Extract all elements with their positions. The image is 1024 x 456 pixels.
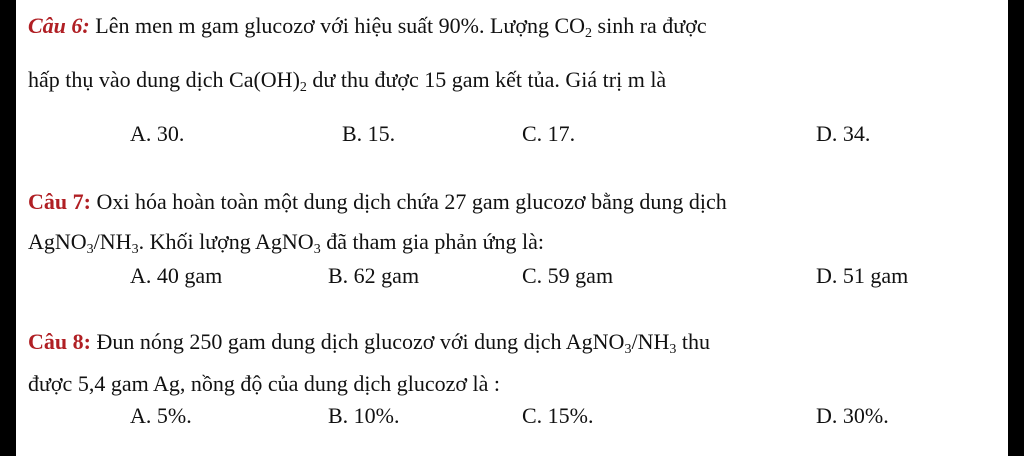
question-8-label: Câu 8: [28,329,91,354]
formula-agno3-nh3: $AgNO_3/NH_3$ [28,229,139,257]
question-6-option-c[interactable]: C. 17. [522,121,576,146]
formula-agno3-nh3: $AgNO_3/NH_3$ [565,329,677,357]
formula-agno3: AgNO$_3$ [255,229,321,257]
question-7-option-a[interactable]: A. 40 gam [130,263,223,288]
question-7-option-c[interactable]: C. 59 gam [522,263,614,288]
question-7-text: Oxi hóa hoàn toàn một dung dịch chứa 27 gam glucozơ bằng dung dịch [90,189,727,214]
question-6-line-2: hấp thụ vào dung dịch $Ca(OH)_2$ dư thu được 15 gam kết tủa. Giá trị m là [28,67,667,95]
question-6-option-a[interactable]: A. 30. [130,121,185,146]
question-6-line-1: Câu 6: Lên men m gam glucozơ với hiệu suất 90%. Lượng $CO_2$ sinh ra được [28,13,707,41]
question-7-label: Câu 7: [28,189,91,214]
question-7-line-1 [28,188,727,216]
document-page [16,0,1008,456]
question-6-text: Lên men m gam glucozơ với hiệu suất 90%. Lượng [89,13,555,38]
question-6-label: Câu 6: [28,13,90,38]
question-8-text: Đun nóng 250 gam dung dịch glucozơ với dung dịch [90,329,566,354]
question-8-option-c[interactable]: C. 15%. [522,403,594,428]
question-8-option-a[interactable]: A. 5%. [130,403,192,428]
question-8-line-2: được 5,4 gam Ag, nồng độ của dung dịch glucozơ là : [28,371,501,396]
question-6-option-d[interactable]: D. 34. [816,121,871,146]
question-6-option-b[interactable]: B. 15. [342,121,396,146]
formula-caoh2: $Ca(OH)_2$ [229,67,307,95]
question-7-option-b[interactable]: B. 62 gam [328,263,420,288]
question-7-line-2: $AgNO_3/NH_3$. Khối lượng AgNO$_3$ đã tham gia phản ứng là: [28,229,545,257]
question-7-option-d[interactable]: D. 51 gam [816,263,909,288]
question-8-line-1: Câu 8: Đun nóng 250 gam dung dịch glucozơ với dung dịch $AgNO_3/NH_3$ thu [28,329,710,357]
question-8-option-b[interactable]: B. 10%. [328,403,400,428]
question-8-option-d[interactable]: D. 30%. [816,403,889,428]
formula-co2: $CO_2$ [554,13,593,41]
